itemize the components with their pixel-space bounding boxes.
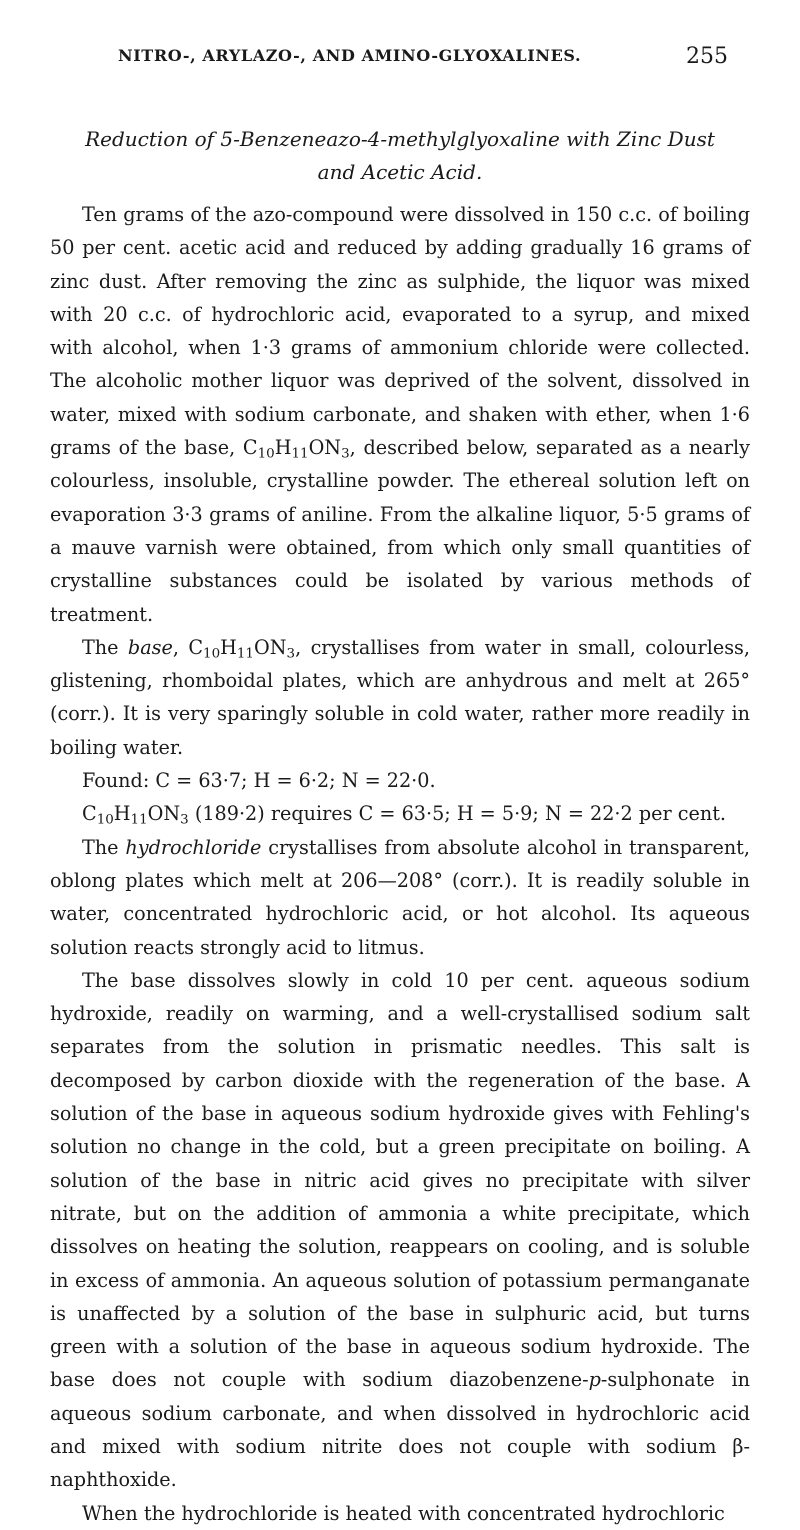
body-text xyxy=(50,198,750,1530)
paragraph-continued: When the hydrochloride is heated with concentrated hydrochloric xyxy=(82,1501,725,1525)
paragraph-base: The base, $C_{10}H_{11}ON_3$, crystallises from water in small, colourless, glistening, rhomboidal plates, which are anhydrous and melt at 265° (corr.). It is very sparingly soluble in cold water, rather more readily in boiling water. xyxy=(50,635,750,759)
paragraph-reduction: Ten grams of the azo-compound were dissolved in 150 c.c. of boiling 50 per cent. acetic acid and reduced by adding gradually 16 grams of zinc dust. After removing the zinc as sulphide, the liquor was mixed with 20 c.c. of hydrochloric acid, evaporated to a syrup, and mixed with alcohol, when 1·3 grams of ammonium chloride were collected. The alcoholic mother liquor was deprived of the solvent, dissolved in water, mixed with sodium carbonate, and shaken with ether, when 1·6 grams of the base, $C_{10}H_{11}ON_3$, described below, separated as a nearly colourless, insoluble, crystalline powder. The ethereal solution left on evaporation 3·3 grams of aniline. From the alkaline liquor, 5·5 grams of a mauve varnish were obtained, from which only small quantities of crystalline substances could be isolated by various methods of treatment. xyxy=(50,203,751,626)
running-title: NITRO-, ARYLAZO-, AND AMINO-GLYOXALINES. xyxy=(118,46,582,65)
analysis-found: Found: C = 63·7; H = 6·2; N = 22·0. xyxy=(82,769,436,793)
paragraph-reactions: The base dissolves slowly in cold 10 per cent. aqueous sodium hydroxide, readily on warming, and a well-crystallised sodium salt separates from the solution in prismatic needles. This salt is decomposed by carbon dioxide with the regeneration of the base. A solution of the base in aqueous sodium hydroxide gives with Fehling's solution no change in the cold, but a green precipitate on boiling. A solution of the base in nitric acid gives no precipitate with silver nitrate, but on the addition of ammonia a white precipitate, which dissolves on heating the solution, reappears on cooling, and is soluble in excess of ammonia. An aqueous solution of potassium permanganate is unaffected by a solution of the base in sulphuric acid, but turns green with a solution of the base in aqueous sodium hydroxide. The base does not couple with sodium diazobenzene-p-sulphonate in aqueous sodium carbonate, and when dissolved in hydrochloric acid and mixed with sodium nitrite does not couple with sodium β-naphthoxide. xyxy=(50,968,750,1492)
analysis-required: $C_{10}H_{11}ON_3$ (189·2) requires C = 63·5; H = 5·9; N = 22·2 per cent. xyxy=(82,802,727,828)
running-header xyxy=(118,44,728,69)
page-number: 255 xyxy=(686,44,728,69)
section-heading: Reduction of 5-Benzeneazo-4-methylglyoxaline with Zinc Dust and Acetic Acid. xyxy=(85,127,715,184)
paragraph-hydrochloride: The hydrochloride crystallises from absolute alcohol in transparent, oblong plates which melt at 206—208° (corr.). It is readily soluble in water, concentrated hydrochloric acid, or hot alcohol. Its aqueous solution reacts strongly acid to litmus. xyxy=(50,835,750,959)
